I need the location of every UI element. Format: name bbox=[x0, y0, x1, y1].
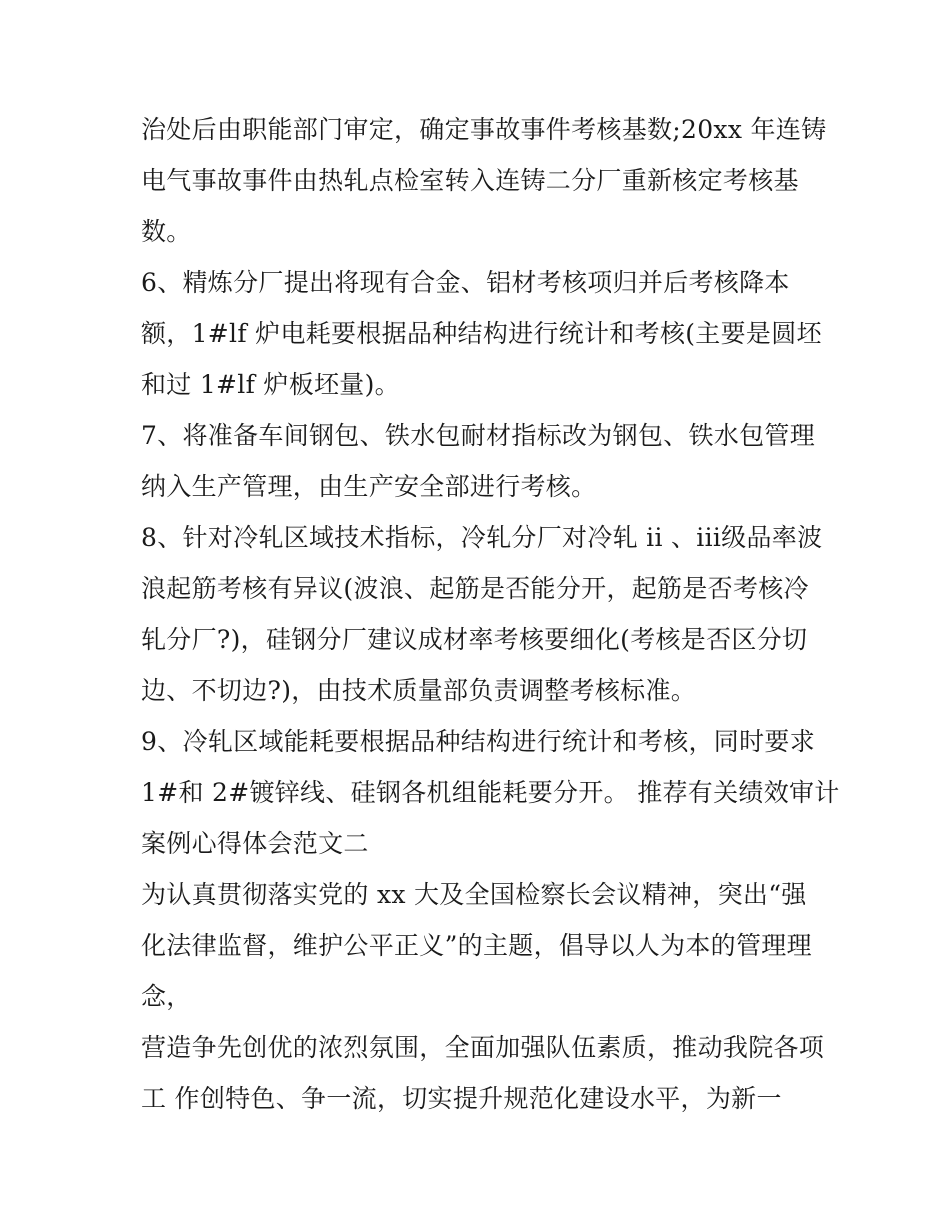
text-line: 案例心得体会范文二 bbox=[141, 829, 369, 858]
text-line: 营造争先创优的浓烈氛围，全面加强队伍素质，推动我院各项 bbox=[141, 1033, 825, 1062]
text-line: 和过 1#lf 炉板坯量)。 bbox=[141, 370, 400, 399]
text-line: 纳入生产管理，由生产安全部进行考核。 bbox=[141, 472, 597, 501]
text-line: 工 作创特色、争一流，切实提升规范化建设水平，为新一 bbox=[141, 1084, 782, 1113]
text-line: 边、不切边?)，由技术质量部负责调整考核标准。 bbox=[141, 676, 697, 705]
text-line: 额，1#lf 炉电耗要根据品种结构进行统计和考核(主要是圆坯 bbox=[141, 319, 822, 348]
text-line: 浪起筋考核有异议(波浪、起筋是否能分开，起筋是否考核冷 bbox=[141, 574, 809, 603]
text-line: 9、冷轧区域能耗要根据品种结构进行统计和考核，同时要求 bbox=[141, 727, 816, 756]
text-line: 6、精炼分厂提出将现有合金、铝材考核项归并后考核降本 bbox=[141, 268, 790, 297]
text-line: 轧分厂?)，硅钢分厂建议成材率考核要细化(考核是否区分切 bbox=[141, 625, 808, 654]
text-line: 为认真贯彻落实党的 xx 大及全国检察长会议精神，突出“强 bbox=[141, 880, 807, 909]
text-line: 化法律监督，维护公平正义”的主题，倡导以人为本的管理理 bbox=[141, 931, 812, 960]
text-line: 念， bbox=[141, 982, 192, 1011]
text-line: 7、将准备车间钢包、铁水包耐材指标改为钢包、铁水包管理 bbox=[141, 421, 816, 450]
text-line: 1#和 2#镀锌线、硅钢各机组能耗要分开。 推荐有关绩效审计 bbox=[141, 778, 840, 807]
text-line: 数。 bbox=[141, 217, 192, 246]
text-line: 治处后由职能部门审定，确定事故事件考核基数;20xx 年连铸 bbox=[141, 115, 827, 144]
text-line: 8、针对冷轧区域技术指标，冷轧分厂对冷轧 ii 、iii级品率波 bbox=[141, 523, 823, 552]
text-line: 电气事故事件由热轧点检室转入连铸二分厂重新核定考核基 bbox=[141, 166, 799, 195]
